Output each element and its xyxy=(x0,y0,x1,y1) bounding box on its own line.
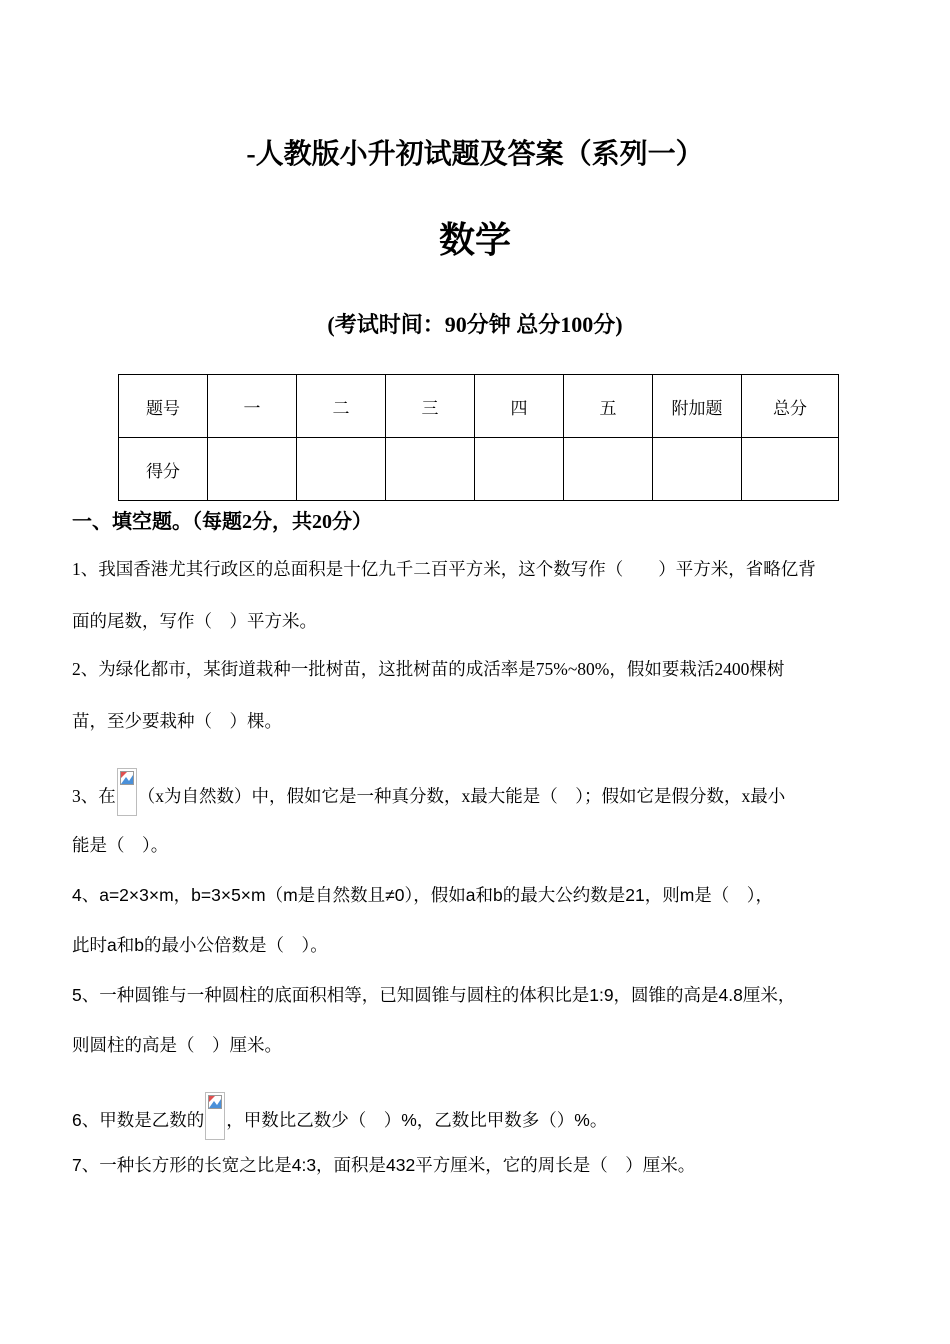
question-4-line-2: 此时a和b的最小公倍数是（ ）。 xyxy=(72,935,328,955)
subject-title: 数学 xyxy=(438,220,511,260)
question-1-line-2: 面的尾数，写作（ ）平方米。 xyxy=(72,611,317,631)
score-cell xyxy=(297,438,386,501)
score-cell xyxy=(564,438,653,501)
score-table xyxy=(118,374,839,501)
header-cell: 四 xyxy=(475,375,564,438)
score-cell xyxy=(386,438,475,501)
question-2-line-2: 苗，至少要栽种（ ）棵。 xyxy=(72,711,282,731)
score-table-score-row xyxy=(119,438,839,501)
score-cell xyxy=(653,438,742,501)
question-3-prefix: 3、在 xyxy=(72,786,116,806)
header-cell: 三 xyxy=(386,375,475,438)
question-5-line-1: 5、一种圆锥与一种圆柱的底面积相等，已知圆锥与圆柱的体积比是1:9，圆锥的高是4.8厘米， xyxy=(72,985,796,1005)
score-table-header-row xyxy=(119,375,839,438)
document-title: -人教版小升初试题及答案（系列一） xyxy=(246,139,704,170)
question-3-text: （x为自然数）中，假如它是一种真分数，x最大能是（ ）；假如它是假分数，x最小 xyxy=(137,786,786,806)
question-4-line-1: 4、a=2×3×m，b=3×5×m（m是自然数且≠0），假如a和b的最大公约数是21，则m是（ ）， xyxy=(72,885,774,905)
question-1-line-1: 1、我国香港尤其行政区的总面积是十亿九千二百平方米，这个数写作（ ）平方米，省略亿背 xyxy=(72,559,816,579)
question-3-line-2: 能是（ ）。 xyxy=(72,835,169,855)
question-7-line-1: 7、一种长方形的长宽之比是4:3，面积是432平方厘米，它的周长是（ ）厘米。 xyxy=(72,1155,696,1175)
score-cell xyxy=(475,438,564,501)
exam-info: (考试时间：90分钟 总分100分) xyxy=(327,312,623,337)
score-cell xyxy=(208,438,297,501)
header-cell: 总分 xyxy=(742,375,839,438)
question-3-line-1 xyxy=(72,768,785,816)
row-label-cell: 得分 xyxy=(119,438,208,501)
section-heading: 一、填空题。（每题2分，共20分） xyxy=(72,511,372,533)
header-cell: 附加题 xyxy=(653,375,742,438)
question-6-line-1 xyxy=(72,1092,607,1140)
header-cell: 二 xyxy=(297,375,386,438)
broken-image-icon xyxy=(205,1092,225,1140)
question-6-prefix: 6、甲数是乙数的 xyxy=(72,1110,205,1130)
question-2-line-1: 2、为绿化都市，某街道栽种一批树苗，这批树苗的成活率是75%~80%，假如要栽活2400棵树 xyxy=(72,659,785,679)
broken-image-icon xyxy=(117,768,137,816)
header-cell: 五 xyxy=(564,375,653,438)
question-5-line-2: 则圆柱的高是（ ）厘米。 xyxy=(72,1035,282,1055)
question-6-text: ，甲数比乙数少（ ）%，乙数比甲数多（）%。 xyxy=(226,1110,608,1130)
header-cell: 一 xyxy=(208,375,297,438)
header-cell: 题号 xyxy=(119,375,208,438)
score-cell xyxy=(742,438,839,501)
